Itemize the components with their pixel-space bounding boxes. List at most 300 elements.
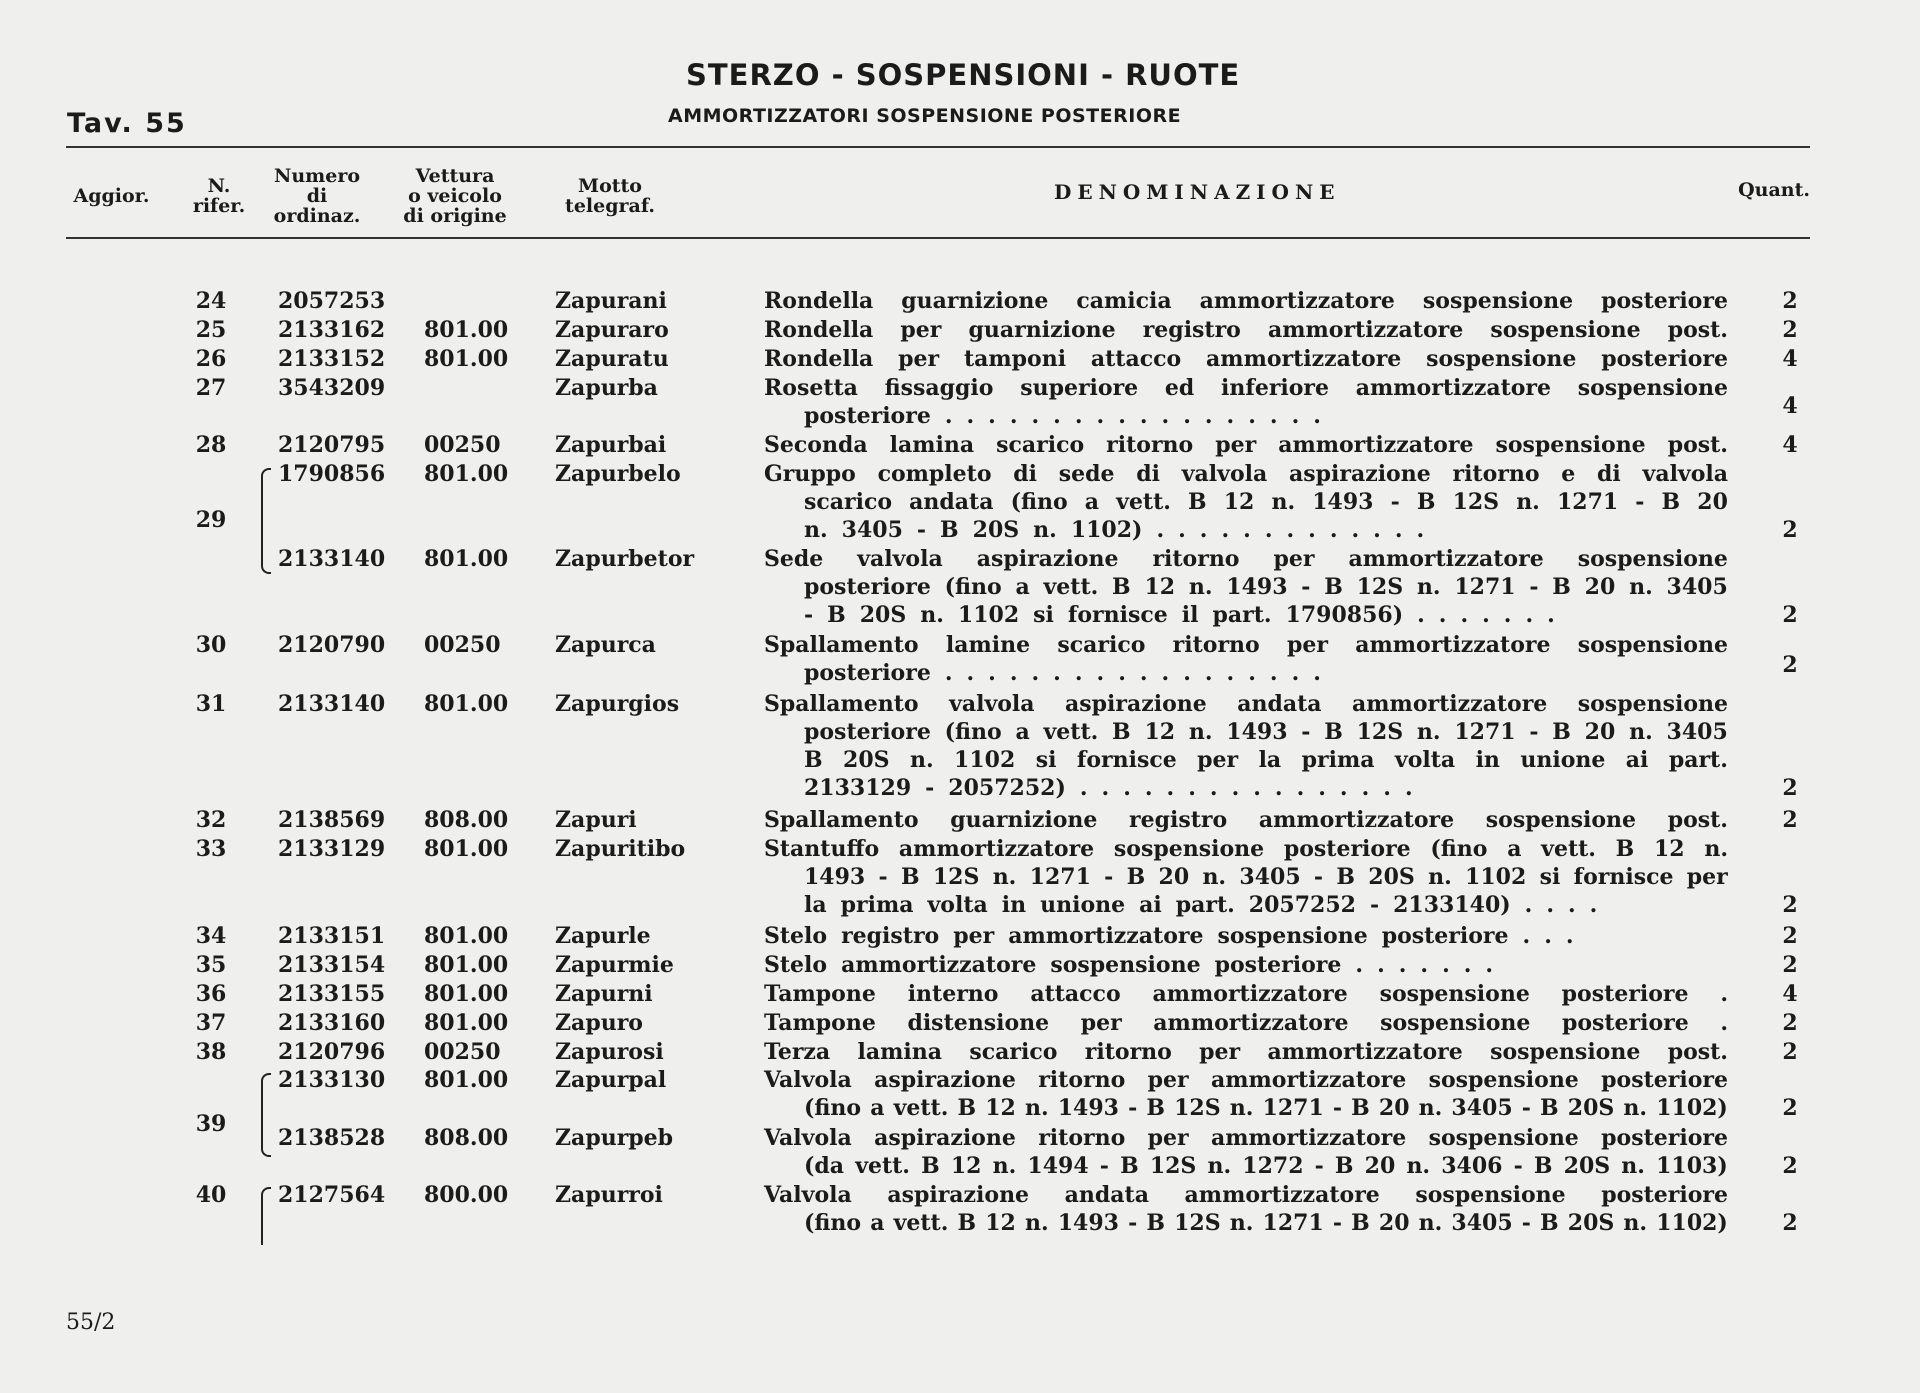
description-word: andata <box>1064 1182 1149 1208</box>
description-word: Spallamento <box>764 807 919 833</box>
description-word: per <box>1080 1010 1122 1036</box>
description-word: n. <box>1271 489 1296 515</box>
description-word: 20 <box>1584 574 1616 600</box>
description-word: aspirazione <box>1288 461 1431 487</box>
telegraph-code: Zapuritibo <box>555 836 686 862</box>
table-row <box>0 374 1920 403</box>
description-word: . <box>1183 660 1191 686</box>
description-word: scarico <box>969 1039 1058 1065</box>
description-word: B <box>940 517 959 543</box>
description-line <box>764 287 1728 316</box>
col-header-motto-line: telegraf. <box>565 195 655 217</box>
description-word: sospensione <box>1428 1125 1579 1151</box>
rif-number: 40 <box>195 1182 227 1208</box>
description-word: 1493 <box>1057 1210 1119 1236</box>
description-word: 3405 <box>1666 719 1728 745</box>
description-word: vett. <box>1043 719 1099 745</box>
description-word: 1271 <box>1262 1095 1324 1121</box>
description-word: n. <box>1418 1210 1443 1236</box>
quantity: 4 <box>1782 981 1798 1007</box>
description-word: ritorno <box>1038 1067 1126 1093</box>
col-header-aggior: Aggior. <box>73 185 150 207</box>
description-word: . <box>1568 892 1576 918</box>
description-word: n. <box>1207 1153 1232 1179</box>
description-word: . <box>1318 775 1326 801</box>
description-word: per <box>900 317 942 343</box>
description-word: 1103) <box>1656 1153 1728 1179</box>
description-word: posteriore <box>804 403 931 429</box>
description-word: - <box>1390 489 1400 515</box>
description-word: posteriore <box>1561 1010 1689 1036</box>
description-word: scarico <box>804 489 893 515</box>
order-number: 2120795 <box>278 432 386 458</box>
description-word: . <box>1339 775 1348 801</box>
description-word: n. <box>1629 574 1653 600</box>
description-word: B <box>1112 719 1131 745</box>
col-header-vettura-line: o veicolo <box>408 185 502 207</box>
order-number: 2133140 <box>278 691 386 717</box>
description-word: . <box>1226 403 1235 429</box>
description-word: . <box>1589 892 1598 918</box>
description-word: vett. <box>1043 574 1099 600</box>
description-word: n. <box>804 517 828 543</box>
description-word: a <box>1507 836 1522 862</box>
telegraph-code: Zapurca <box>555 632 656 658</box>
description-word: 1493 <box>1057 1095 1119 1121</box>
description-word: Seconda <box>764 432 868 458</box>
description-word: n. <box>1629 719 1653 745</box>
telegraph-code: Zapurmie <box>555 952 674 978</box>
description-word: . <box>1720 981 1728 1007</box>
description-word: . <box>1313 660 1321 686</box>
description-word: prima <box>1301 747 1375 773</box>
description-word: . <box>1009 403 1018 429</box>
rif-number: 26 <box>195 346 227 372</box>
description-word: 12S <box>932 864 980 890</box>
quantity: 2 <box>1782 807 1798 833</box>
description-word: valvola <box>857 546 943 572</box>
description-word: posteriore <box>1381 923 1509 949</box>
table-row <box>0 316 1920 345</box>
description-word: ritorno <box>1152 546 1240 572</box>
rif-number: 32 <box>195 807 227 833</box>
description-word: ritorno <box>1172 632 1260 658</box>
description-word: . <box>1079 775 1088 801</box>
description-word: . <box>1031 660 1040 686</box>
description-word: vett. <box>855 1153 910 1179</box>
description-word: sospensione <box>1426 346 1577 372</box>
description-word: - <box>925 775 935 801</box>
description-word: 12S <box>1452 489 1500 515</box>
description-word: 12S <box>1174 1210 1221 1236</box>
vehicle-origin: 801.00 <box>424 836 509 862</box>
description-word: 1493 <box>804 864 866 890</box>
description-word: . <box>1139 403 1148 429</box>
description-line <box>764 545 1728 574</box>
description-word: B <box>921 1153 940 1179</box>
description-word: - <box>1529 574 1539 600</box>
col-header-numero-line: Numero <box>273 165 361 187</box>
description-word: la <box>804 892 827 918</box>
description-word: Rondella <box>764 288 874 314</box>
description-word: Rosetta <box>764 375 858 401</box>
description-word: B <box>1351 1095 1370 1121</box>
description-word: n. <box>1229 1210 1254 1236</box>
rif-number: 33 <box>195 836 227 862</box>
description-line <box>804 516 1728 545</box>
description-word: . <box>1264 517 1273 543</box>
rif-number: 25 <box>195 317 227 343</box>
description-word: - <box>1128 1210 1138 1236</box>
description-word: 12 <box>985 1210 1016 1236</box>
description-word: B <box>900 864 920 890</box>
description-line <box>804 891 1728 920</box>
description-line <box>764 345 1728 374</box>
description-word: 20 <box>1378 1210 1410 1236</box>
description-line <box>804 402 1728 431</box>
description-word: - <box>1128 1095 1138 1121</box>
col-header-numero-line: di <box>306 185 328 207</box>
vehicle-origin: 00250 <box>424 432 501 458</box>
description-word: ammortizzatore <box>1210 1125 1407 1151</box>
description-word: 1102 <box>957 602 1020 628</box>
description-word: posteriore <box>804 660 931 686</box>
description-line <box>764 1009 1728 1038</box>
description-word: inferiore <box>1221 375 1330 401</box>
description-word: aspirazione <box>874 1125 1016 1151</box>
description-word: sospensione <box>1577 375 1728 401</box>
description-word: . <box>1269 660 1278 686</box>
description-word: lamina <box>857 1039 943 1065</box>
table-row-continuation <box>0 507 1920 545</box>
description-word: . <box>1074 660 1083 686</box>
description-word: . <box>1209 775 1218 801</box>
description-word: - <box>1332 1095 1343 1121</box>
description-word: . <box>1053 403 1061 429</box>
description-word: . <box>1460 602 1469 628</box>
description-word: sospensione <box>1490 317 1641 343</box>
description-word: . <box>1720 1010 1728 1036</box>
description-word: B <box>1112 574 1131 600</box>
description-word: B <box>957 1210 977 1236</box>
page-title: STERZO - SOSPENSIONI - RUOTE <box>686 58 1241 92</box>
description-word: n. <box>992 1153 1017 1179</box>
table-row <box>0 460 1920 489</box>
description-word: . <box>1161 403 1170 429</box>
description-word: superiore <box>1020 375 1139 401</box>
description-word: 12 <box>1223 489 1255 515</box>
description-word: ammortizzatore <box>1199 288 1395 314</box>
table-row <box>0 922 1920 951</box>
description-word: 12 <box>1144 719 1176 745</box>
description-word: per <box>1147 1067 1189 1093</box>
telegraph-code: Zapuraro <box>555 317 669 343</box>
description-word: 12 <box>1144 574 1176 600</box>
description-word: di <box>1136 461 1161 487</box>
description-word: Rondella <box>764 317 874 343</box>
telegraph-code: Zapurosi <box>555 1039 664 1065</box>
description-word: ed <box>1164 375 1195 401</box>
table-row <box>0 431 1920 460</box>
description-word: 1493 <box>1226 574 1288 600</box>
description-word: - <box>1332 1210 1343 1236</box>
description-word: di <box>1597 461 1621 487</box>
description-line <box>764 1124 1728 1153</box>
description-word: . <box>1355 952 1364 978</box>
description-word: . <box>1139 660 1148 686</box>
quantity: 2 <box>1782 288 1798 314</box>
description-word: B <box>804 747 823 773</box>
description-word: ammortizzatore <box>1355 375 1552 401</box>
description-word: . <box>1253 775 1261 801</box>
description-word: . <box>1420 952 1429 978</box>
description-word: (da <box>804 1153 845 1179</box>
telegraph-code: Zapuri <box>555 807 637 833</box>
description-word: n. <box>1416 719 1441 745</box>
description-word: si <box>1539 864 1561 890</box>
telegraph-code: Zapurbai <box>555 432 667 458</box>
description-word: completo <box>877 461 992 487</box>
description-word: . <box>1118 403 1126 429</box>
order-number: 2120796 <box>278 1039 386 1065</box>
vehicle-origin: 801.00 <box>424 1067 509 1093</box>
description-word: scarico <box>996 432 1085 458</box>
description-word: 20 <box>1697 489 1728 515</box>
description-word: . <box>1291 403 1300 429</box>
description-line <box>804 746 1728 775</box>
description-word: Tampone <box>764 1010 876 1036</box>
description-word: B <box>957 1095 977 1121</box>
order-number: 2138569 <box>278 807 386 833</box>
description-word: . <box>1296 775 1305 801</box>
table-row <box>0 806 1920 835</box>
vehicle-origin: 801.00 <box>424 1010 509 1036</box>
col-header-numero <box>262 166 372 226</box>
description-word: . <box>1383 775 1391 801</box>
description-word: aspirazione <box>976 546 1119 572</box>
description-word: 1272 <box>1242 1153 1304 1179</box>
description-word: . <box>1394 517 1403 543</box>
description-line <box>804 1152 1728 1181</box>
telegraph-code: Zapurni <box>555 981 653 1007</box>
description-word: Valvola <box>764 1182 852 1208</box>
description-word: 1102 <box>954 747 1016 773</box>
description-line <box>764 460 1728 489</box>
table-row <box>0 545 1920 574</box>
description-word: . <box>1329 517 1338 543</box>
description-word: Gruppo <box>764 461 856 487</box>
description-word: vett. <box>893 1210 949 1236</box>
order-number: 2120790 <box>278 632 386 658</box>
quantity: 2 <box>1782 1010 1798 1036</box>
description-word: ammortizzatore <box>1206 346 1402 372</box>
table-row-continuation <box>0 718 1920 747</box>
description-word: . <box>944 403 953 429</box>
description-word: posteriore <box>1601 288 1728 314</box>
description-word: - <box>804 602 814 628</box>
description-word: B <box>1351 1210 1370 1236</box>
quantity: 2 <box>1782 517 1798 543</box>
order-number: 2133160 <box>278 1010 386 1036</box>
description-word: ammortizzatore <box>1355 632 1551 658</box>
order-number: 2133154 <box>278 952 386 978</box>
vehicle-origin: 00250 <box>424 1039 501 1065</box>
description-word: n. <box>1623 1210 1648 1236</box>
description-line <box>804 863 1728 892</box>
rif-number: 27 <box>195 375 227 401</box>
description-word: 3405 <box>1451 1210 1513 1236</box>
table-row <box>0 631 1920 660</box>
description-word: 1271 <box>1454 719 1516 745</box>
description-word: ritorno <box>1452 461 1540 487</box>
col-header-vettura-line: Vettura <box>415 165 495 187</box>
description-word: 12S <box>1174 1095 1221 1121</box>
description-word: ammortizzatore <box>1153 1010 1349 1036</box>
telegraph-code: Zapurbetor <box>555 546 695 572</box>
description-word: (fino <box>804 1095 862 1121</box>
description-line <box>804 659 1728 688</box>
description-word: posteriore <box>1214 952 1342 978</box>
description-word: . <box>1522 923 1531 949</box>
vehicle-origin: 800.00 <box>424 1182 509 1208</box>
description-word: n. <box>1033 517 1057 543</box>
description-word: a <box>1015 719 1030 745</box>
description-word: per <box>1147 1125 1189 1151</box>
description-word: . <box>1248 403 1256 429</box>
description-line <box>764 316 1728 345</box>
description-word: sospensione <box>1490 1039 1641 1065</box>
description-word: n. <box>1188 574 1213 600</box>
description-word: n. <box>992 864 1017 890</box>
description-word: 1271 <box>1556 489 1619 515</box>
table-reference: Tav. 55 <box>67 108 187 139</box>
description-word: . <box>1398 952 1407 978</box>
description-word: n. <box>1188 719 1213 745</box>
description-word: . <box>1351 517 1360 543</box>
description-word: . <box>1308 517 1316 543</box>
description-word: per <box>953 923 995 949</box>
description-word: - <box>1635 489 1645 515</box>
description-word: (fino <box>804 1210 862 1236</box>
description-word: ammortizzatore <box>1267 317 1464 343</box>
description-word: per <box>1273 546 1315 572</box>
description-word: . <box>1463 952 1472 978</box>
order-number: 2138528 <box>278 1125 386 1151</box>
description-word: fornisce <box>1076 747 1177 773</box>
description-word: . <box>1096 660 1105 686</box>
description-line <box>764 835 1728 864</box>
description-word: n. <box>920 602 944 628</box>
description-word: ritorno <box>1084 1039 1172 1065</box>
telegraph-code: Zapurroi <box>555 1182 663 1208</box>
col-header-vettura <box>388 166 522 226</box>
telegraph-code: Zapuro <box>555 1010 643 1036</box>
description-word: . <box>1373 517 1381 543</box>
description-word: guarnizione <box>968 317 1116 343</box>
description-word: . <box>1183 403 1191 429</box>
order-number: 2127564 <box>278 1182 386 1208</box>
description-word: 3405 <box>1451 1095 1513 1121</box>
description-line <box>764 690 1728 719</box>
description-word: 1494 <box>1027 1153 1089 1179</box>
description-word: Stantuffo <box>764 836 880 862</box>
description-line <box>764 431 1728 460</box>
order-number: 2133140 <box>278 546 386 572</box>
col-header-rif-line: rifer. <box>192 195 246 217</box>
description-word: - <box>1301 574 1311 600</box>
description-word: B <box>827 602 846 628</box>
description-word: 1102 <box>1465 864 1527 890</box>
description-word: 20S <box>1368 864 1415 890</box>
vehicle-origin: 801.00 <box>424 546 509 572</box>
col-header-vettura-line: di origine <box>403 205 507 227</box>
description-word: . <box>1544 923 1552 949</box>
description-word: a <box>870 1095 885 1121</box>
description-word: . <box>1074 403 1083 429</box>
description-word: interno <box>907 981 999 1007</box>
description-word: e <box>1561 461 1576 487</box>
description-word: . <box>1291 660 1300 686</box>
order-number: 2133129 <box>278 836 386 862</box>
description-word: B <box>1416 489 1436 515</box>
description-word: scarico <box>1057 632 1146 658</box>
description-word: B <box>1324 719 1343 745</box>
description-word: volta <box>1394 747 1456 773</box>
description-word: . <box>1096 403 1105 429</box>
page-subtitle: AMMORTIZZATORI SOSPENSIONE POSTERIORE <box>668 105 1182 127</box>
description-line <box>804 488 1728 517</box>
description-word: valvola <box>1642 461 1728 487</box>
description-word: B <box>1188 489 1207 515</box>
col-header-rif <box>183 176 255 216</box>
description-word: per <box>898 346 940 372</box>
table-row-continuation <box>0 774 1920 803</box>
description-word: n. <box>1516 489 1540 515</box>
order-number: 2057253 <box>278 288 386 314</box>
description-word: - <box>1099 1153 1109 1179</box>
description-word: aspirazione <box>1065 691 1207 717</box>
telegraph-code: Zapurpal <box>555 1067 667 1093</box>
description-word: andata <box>1237 691 1322 717</box>
description-word: 12S <box>1356 574 1404 600</box>
col-header-numero-line: ordinaz. <box>273 205 361 227</box>
description-word: camicia <box>1076 288 1172 314</box>
description-line <box>804 1209 1728 1238</box>
description-word: . <box>1166 775 1175 801</box>
description-word: sede <box>1058 461 1115 487</box>
description-word: - <box>1301 719 1311 745</box>
description-word: sospensione <box>1485 807 1637 833</box>
description-word: per <box>1215 432 1257 458</box>
telegraph-code: Zapurle <box>555 923 651 949</box>
description-word: valvola <box>1181 461 1268 487</box>
description-word: part. <box>1212 602 1272 628</box>
description-word: ammortizzatore <box>1258 807 1455 833</box>
table-row <box>0 1124 1920 1153</box>
description-word: attacco <box>1090 346 1182 372</box>
col-header-denominazione: DENOMINAZIONE <box>1054 180 1341 204</box>
description-word: - <box>1104 864 1114 890</box>
description-word: - <box>1529 719 1539 745</box>
order-number: 2133155 <box>278 981 386 1007</box>
description-word: . <box>1204 403 1213 429</box>
description-word: 12S <box>1356 719 1404 745</box>
vehicle-origin: 801.00 <box>424 981 509 1007</box>
description-word: . <box>1199 517 1208 543</box>
description-word: fornisce <box>1573 864 1674 890</box>
description-word: aspirazione <box>887 1182 1030 1208</box>
description-word: vett. <box>1541 836 1596 862</box>
